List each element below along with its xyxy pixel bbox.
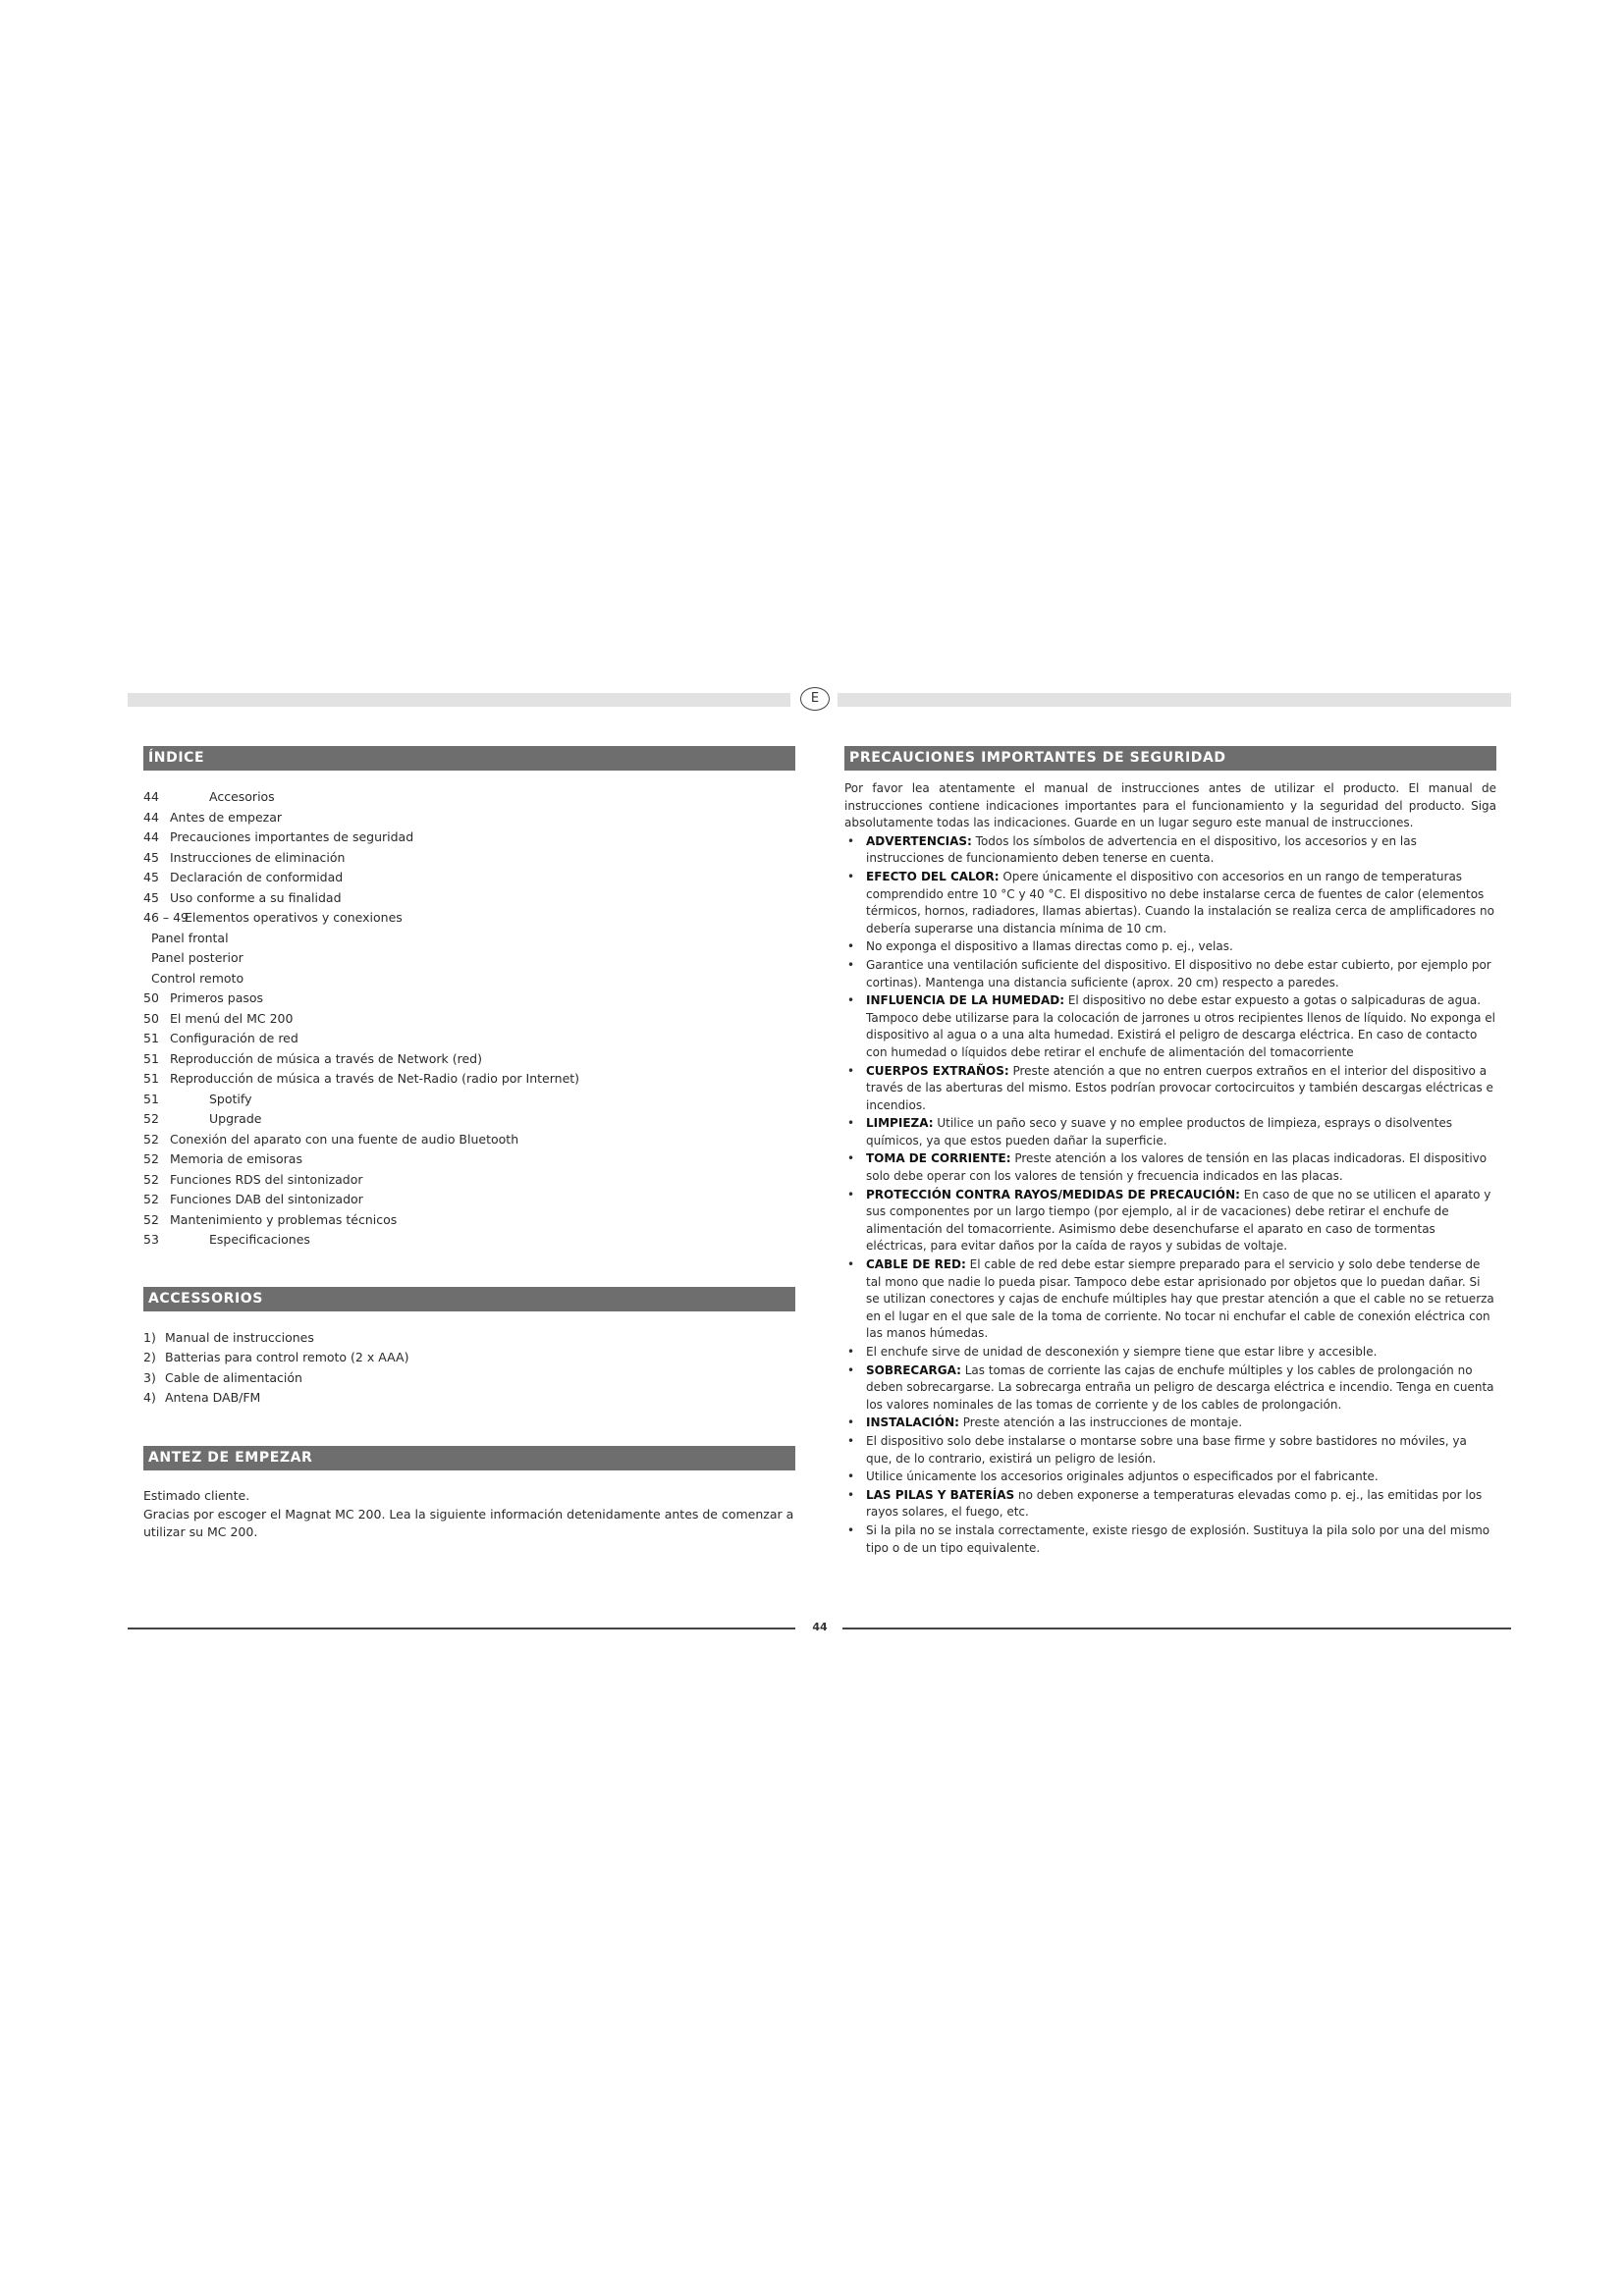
warning-text: El dispositivo no debe estar expuesto a gotas o salpicaduras de agua. Tampoco debe utilizarse para la colocación de jarrones u otros recipientes llenos de líquido. No exponga el dispositivo al agua o a una alta humedad. Existirá el peligro de descarga eléctrica. En caso de contacto con humedad o líquidos debe retirar el enchufe de alimentación del tomacorriente [866,993,1495,1059]
bullet-icon: • [847,993,855,1008]
warning-text: Todos los símbolos de advertencia en el dispositivo, los accesorios y en las instrucciones de funcionamiento deben tenerse en cuenta. [866,833,1417,866]
warning-item [844,1522,1496,1557]
toc-text: Panel posterior [151,950,244,965]
toc-entry [143,1090,795,1110]
toc-page: 53 [143,1232,159,1247]
toc-text: Reproducción de música a través de Net-Radio (radio por Internet) [170,1071,580,1086]
toc-entry [143,1230,795,1251]
toc-entry [143,988,795,1009]
warning-item [844,938,1496,956]
toc-entry [143,828,795,848]
warning-text: Preste atención a los valores de tensión en las placas indicadoras. El dispositivo solo debe operar con los valores de tensión y frecuencia indicados en las placas. [866,1151,1488,1184]
toc-entry [143,948,795,969]
bullet-icon: • [847,1063,855,1078]
toc-page: 51 [143,1091,159,1106]
warning-term: ADVERTENCIAS: [866,833,972,848]
toc-text: Funciones DAB del sintonizador [170,1192,363,1206]
list-number: 4) [143,1390,156,1405]
list-number: 2) [143,1350,156,1364]
toc-entry [143,1170,795,1191]
warning-text: Preste atención a que no entren cuerpos extraños en el interior del dispositivo a través de las aberturas del mismo. Estos podrían provocar cortocircuitos y también descargas eléctricas e incendios. [866,1063,1493,1112]
toc-page: 45 [143,889,159,905]
warning-item [844,1415,1496,1432]
warning-term: CUERPOS EXTRAÑOS: [866,1063,1009,1078]
warning-text: Garantice una ventilación suficiente del dispositivo. El dispositivo no debe estar cubierto, por ejemplo por cortinas). Mantenga una distancia suficiente (aprox. 20 cm) respecto a paredes. [866,957,1491,989]
warning-item [844,1115,1496,1149]
warning-term: CABLE DE RED: [866,1257,966,1272]
toc-page: 52 [143,1111,159,1126]
bullet-icon: • [847,1116,855,1131]
toc-text: Instrucciones de eliminación [170,849,346,865]
warning-text: Utilice un paño seco y suave y no emplee productos de limpieza, esprays o disolventes químicos, ya que estos pueden dañar la superficie. [866,1116,1453,1148]
toc-page: 45 [143,870,159,884]
warning-item [844,833,1496,868]
warning-item [844,1256,1496,1343]
list-item [143,1348,795,1368]
toc-entry [143,1190,795,1210]
precauciones-intro: Por favor lea atentamente el manual de instrucciones antes de utilizar el producto. El manual de instrucciones contiene indicaciones importantes para el funcionamiento y la seguridad del producto. Siga absolutamente todas las indicaciones. Guarde en un lugar seguro este manual de instrucciones. [844,781,1496,830]
toc-text: Especificaciones [209,1232,310,1247]
right-column [844,746,1496,1558]
warning-item [844,1468,1496,1486]
warning-item [844,1063,1496,1115]
warning-text: Opere únicamente el dispositivo con accesorios en un rango de temperaturas comprendido entre 10 °C y 40 °C. El dispositivo no debe instalarse cerca de fuentes de calor (elementos térmicos, hornos, radiadores, llamas abiertas). Cuando la instalación se realiza cerca de amplificadores no debería superarse una distancia mínima de 10 cm. [866,869,1494,935]
warning-item [844,1433,1496,1468]
list-text: Antena DAB/FM [165,1390,261,1405]
header-rule-right [838,693,1511,707]
toc-entry [143,1149,795,1170]
warning-term: PROTECCIÓN CONTRA RAYOS/MEDIDAS DE PRECAUCIÓN: [866,1187,1240,1201]
toc-text: Upgrade [209,1111,262,1126]
bullet-icon: • [847,1487,855,1502]
bullet-icon: • [847,1469,855,1484]
toc-entry [143,1210,795,1231]
toc-entry [143,969,795,989]
warning-text: En caso de que no se utilicen el aparato y sus componentes por un largo tiempo (por ejemplo, al ir de vacaciones) debe retirar el enchufe de alimentación del tomacorriente. Asimismo debe desenchufarse el aparato en caso de tormentas eléctricas, para evitar daños por la caída de rayos y subidas de voltaje. [866,1187,1491,1254]
toc-text: Primeros pasos [170,990,264,1005]
toc-entry [143,1130,795,1150]
language-badge: E [800,687,830,711]
warning-item [844,1362,1496,1415]
list-text: Batterias para control remoto (2 x AAA) [165,1350,409,1364]
toc-entry [143,808,795,828]
toc-entry [143,1109,795,1130]
toc-text: Configuración de red [170,1031,298,1045]
bullet-icon: • [847,833,855,848]
toc-entry [143,848,795,869]
toc-entry [143,1029,795,1049]
footer-rule-left [128,1628,795,1629]
warning-item [844,1344,1496,1362]
toc-entry [143,1049,795,1070]
toc-text: El menú del MC 200 [170,1010,294,1026]
warning-text: Preste atención a las instrucciones de montaje. [958,1415,1243,1430]
toc-page: 50 [143,990,159,1005]
toc-page: 44 [143,829,159,844]
left-column [143,746,795,1542]
warning-term: INSTALACIÓN: [866,1415,959,1430]
toc-page: 45 [143,849,159,865]
toc-entry [143,1069,795,1090]
antes-heading: ANTEZ DE EMPEZAR [143,1446,795,1470]
warning-term: EFECTO DEL CALOR: [866,869,1000,883]
warning-text: Las tomas de corriente las cajas de enchufe múltiples y los cables de prolongación no deben sobrecargarse. La sobrecarga entraña un peligro de descarga eléctrica e incendio. Tenga en cuenta los valores nominales de las tomas de corriente y de los cables de prolongación. [866,1362,1494,1412]
toc-page: 46 – 49 [143,910,189,925]
greeting: Estimado cliente. [143,1487,250,1503]
bullet-icon: • [847,1187,855,1201]
toc-page: 51 [143,1050,159,1066]
bullet-icon: • [847,1345,855,1359]
toc-page: 44 [143,809,159,825]
toc-page: 50 [143,1010,159,1026]
toc-entry [143,787,795,808]
list-text: Manual de instrucciones [165,1329,314,1345]
antes-body: Gracias por escoger el Magnat MC 200. Lea la siguiente información detenidamente antes de comenzar a utilizar su MC 200. [143,1506,794,1539]
toc-text: Reproducción de música a través de Network (red) [170,1050,482,1066]
bullet-icon: • [847,939,855,954]
warning-text: no deben exponerse a temperaturas elevadas como p. ej., las emitidas por los rayos solares, el fuego, etc. [866,1487,1483,1520]
toc-entry [143,908,795,929]
toc-text: Uso conforme a su finalidad [170,889,342,905]
list-item [143,1328,795,1349]
toc-text: Panel frontal [151,930,229,945]
toc-page: 44 [143,789,159,804]
list-item [143,1368,795,1389]
toc-page: 52 [143,1192,159,1206]
toc-entry [143,888,795,909]
warning-text: Si la pila no se instala correctamente, existe riesgo de explosión. Sustituya la pila solo por una del mismo tipo o de un tipo equivalente. [866,1522,1490,1555]
toc-text: Funciones RDS del sintonizador [170,1171,363,1187]
toc-text: Memoria de emisoras [170,1151,302,1166]
toc-text: Accesorios [209,789,275,804]
toc-text: Precauciones importantes de seguridad [170,829,414,844]
warning-item [844,957,1496,991]
bullet-icon: • [847,1362,855,1377]
toc-page: 52 [143,1151,159,1166]
toc-page: 52 [143,1171,159,1187]
bullet-icon: • [847,957,855,972]
accessories-list [143,1328,795,1409]
warning-text: El dispositivo solo debe instalarse o montarse sobre una base firme y sobre bastidores no móviles, ya que, de lo contrario, existirá un peligro de lesión. [866,1433,1467,1466]
warning-item [844,1487,1496,1522]
bullet-icon: • [847,869,855,883]
accesorios-heading: ACCESSORIOS [143,1287,795,1311]
list-text: Cable de alimentación [165,1369,302,1385]
toc-page: 52 [143,1131,159,1147]
toc-page: 51 [143,1031,159,1045]
warning-item [844,1187,1496,1255]
toc-text: Control remoto [151,970,244,986]
toc-entry [143,929,795,949]
warning-item [844,992,1496,1061]
bullet-icon: • [847,1522,855,1537]
table-of-contents [143,787,795,1251]
toc-text: Mantenimiento y problemas técnicos [170,1211,398,1227]
page-number: 44 [812,1621,828,1633]
toc-text: Conexión del aparato con una fuente de audio Bluetooth [170,1131,519,1147]
bullet-icon: • [847,1415,855,1430]
precauciones-heading: PRECAUCIONES IMPORTANTES DE SEGURIDAD [844,746,1496,771]
warning-term: INFLUENCIA DE LA HUMEDAD: [866,993,1065,1008]
list-number: 1) [143,1329,156,1345]
bullet-icon: • [847,1151,855,1166]
warning-text: El cable de red debe estar siempre preparado para el servicio y solo debe tenderse de tal mono que nadie lo pueda pisar. Tampoco debe estar aprisionado por objetos que lo puedan dañar. Si se utilizan conectores y cajas de enchufe múltiples hay que prestar atención a que el cable no se retuerza en el lugar en el que sale de la toma de corriente. No tocar ni enchufar el cable de conexión eléctrica con las manos húmedas. [866,1257,1494,1341]
toc-entry [143,1009,795,1030]
toc-text: Antes de empezar [170,809,283,825]
warning-item [844,869,1496,937]
bullet-icon: • [847,1257,855,1272]
warning-term: SOBRECARGA: [866,1362,961,1377]
toc-entry [143,868,795,888]
footer-rule-right [842,1628,1511,1629]
warning-text: El enchufe sirve de unidad de desconexión y siempre tiene que estar libre y accesible. [866,1345,1378,1359]
toc-text: Elementos operativos y conexiones [185,910,403,925]
list-item [143,1388,795,1409]
warning-item [844,1150,1496,1185]
warning-text: No exponga el dispositivo a llamas directas como p. ej., velas. [866,939,1233,954]
antes-section [143,1487,795,1541]
warning-text: Utilice únicamente los accesorios originales adjuntos o especificados por el fabricante. [866,1469,1379,1484]
header-rule-left [128,693,790,707]
warning-term: LAS PILAS Y BATERÍAS [866,1487,1015,1502]
warning-term: LIMPIEZA: [866,1116,934,1131]
list-number: 3) [143,1369,156,1385]
indice-heading: ÍNDICE [143,746,795,771]
toc-page: 52 [143,1211,159,1227]
toc-text: Declaración de conformidad [170,870,344,884]
toc-text: Spotify [209,1091,252,1106]
bullet-icon: • [847,1433,855,1448]
safety-warnings-list [844,833,1496,1557]
toc-page: 51 [143,1071,159,1086]
warning-term: TOMA DE CORRIENTE: [866,1151,1011,1166]
